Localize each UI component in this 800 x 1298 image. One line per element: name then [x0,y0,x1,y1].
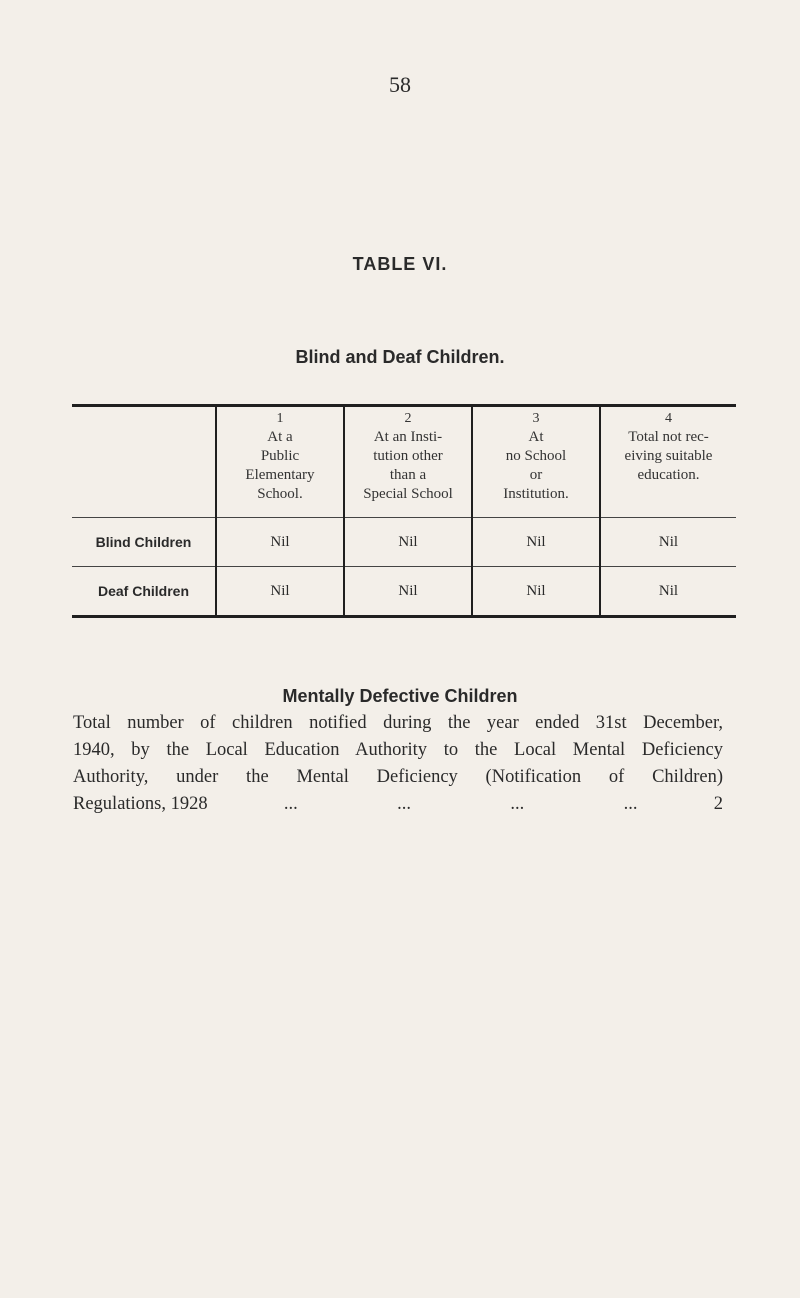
notification-paragraph [73,710,723,818]
blind-deaf-table [72,404,736,618]
row-label: Deaf Children [72,567,216,617]
page-number: 58 [389,72,411,97]
total-value: 2 [713,794,723,814]
table-cell: Nil [344,518,472,567]
leader-dots: ... [397,794,412,814]
row-label: Blind Children [72,518,216,567]
table-cell: Nil [216,567,344,617]
blind-deaf-table-container [72,404,736,618]
column-label: At a Public Elementary School. [245,429,315,502]
table-cell: Nil [344,567,472,617]
paragraph-line: Regulations, 1928 [73,794,208,814]
column-label: Total not rec- eiving suitable education. [624,429,713,483]
table-cell: Nil [600,518,736,567]
leader-dots: ... [510,794,525,814]
paragraph-line: Total number of children notified during the year ended 31st December, [73,713,723,733]
column-label: At no School or Institution. [503,429,569,502]
column-number: 3 [532,411,540,426]
column-header-2 [344,406,472,518]
column-number: 4 [665,411,672,426]
table-row-blind-children [72,518,736,567]
table-header-row [72,406,736,518]
section-heading: Mentally Defective Children [282,686,518,706]
column-number: 1 [276,411,284,426]
table-cell: Nil [472,518,600,567]
table-row-deaf-children [72,567,736,617]
column-header-4 [600,406,736,518]
table-cell: Nil [600,567,736,617]
column-header-1 [216,406,344,518]
header-corner-cell [72,406,216,518]
table-title: TABLE VI. [352,254,448,274]
paragraph-line: Authority, under the Mental Deficiency (Notification of Children) [73,767,723,787]
column-header-3 [472,406,600,518]
column-number: 2 [404,411,412,426]
table-cell: Nil [216,518,344,567]
leader-dots: ... [283,794,298,814]
column-label: At an Insti- tution other than a Special School [363,429,453,502]
paragraph-last-line [73,791,723,818]
table-subtitle: Blind and Deaf Children. [295,347,505,367]
table-cell: Nil [472,567,600,617]
paragraph-line: 1940, by the Local Education Authority to the Local Mental Deficiency [73,740,723,760]
leader-dots: ... [623,794,638,814]
